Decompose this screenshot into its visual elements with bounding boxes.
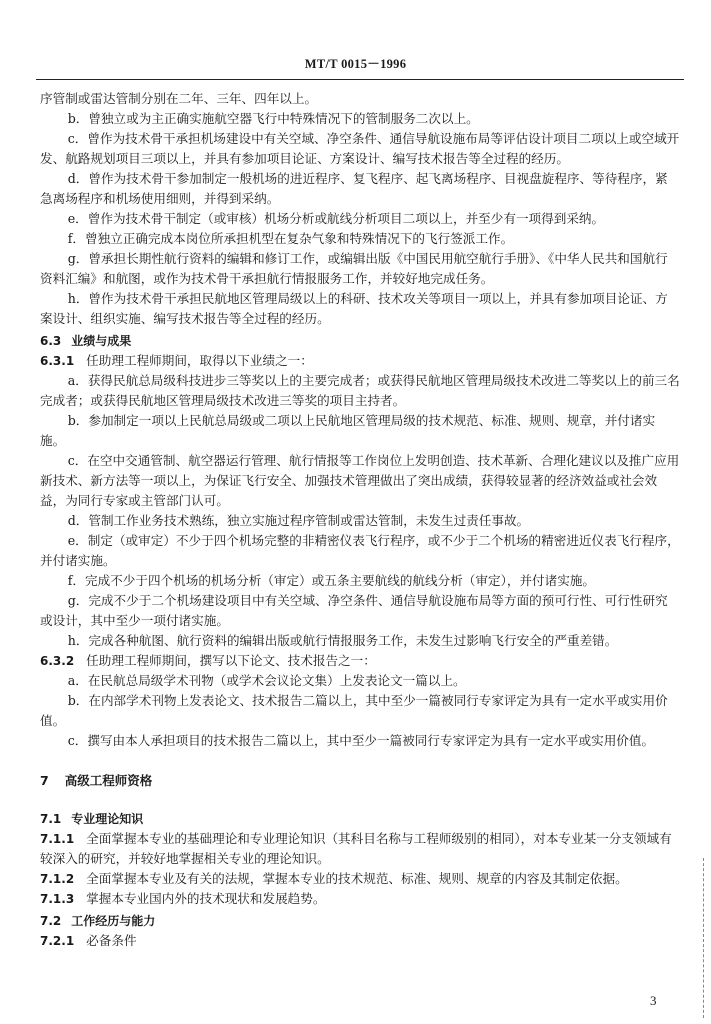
clause-number: 7.1.3: [40, 892, 75, 906]
paragraph: [40, 451, 680, 511]
clause-text: 掌握本专业国内外的技术现状和发展趋势。: [86, 891, 326, 906]
paragraph: [40, 671, 680, 691]
clause-text: d．管制工作业务技术熟练，独立实施过程序管制或雷达管制，未发生过责任事故。: [67, 513, 530, 528]
clause-text: 高级工程师资格: [64, 773, 153, 788]
clause-text: h．曾作为技术骨干承担民航地区管理局级以上的科研、技术攻关等项目一项以上，并具有参加项目论证、方案设计、组织实施、编写技术报告等全过程的经历。: [40, 291, 668, 326]
clause-text: h．完成各种航图、航行资料的编辑出版或航行情报服务工作，未发生过影响飞行安全的严重差错。: [67, 633, 618, 648]
section-heading: [40, 771, 680, 791]
clause-heading: [40, 911, 680, 931]
clause-heading: [40, 331, 680, 351]
clause-text: d．曾作为技术骨干参加制定一般机场的进近程序、复飞程序、起飞离场程序、目视盘旋程序、等待程序，紧急离场程序和机场使用细则，并得到采纳。: [40, 171, 668, 206]
paragraph: [40, 511, 680, 531]
clause-text: 任助理工程师期间，撰写以下论文、技术报告之一：: [86, 653, 376, 668]
paragraph: [40, 129, 680, 169]
paragraph: [40, 371, 680, 411]
clause-heading: [40, 889, 680, 909]
clause-number: 7.1.1: [40, 832, 75, 846]
clause-number: 6.3.1: [40, 354, 75, 368]
paragraph: [40, 109, 680, 129]
paragraph: [40, 169, 680, 209]
paragraph: [40, 249, 680, 289]
clause-text: 全面掌握本专业的基础理论和专业理论知识（其科目名称与工程师级别的相同），对本专业某一分支领域有较深入的研究，并较好地掌握相关专业的理论知识。: [40, 831, 672, 866]
paragraph: [40, 229, 680, 249]
page-header: MT/T 0015－1996: [304, 57, 407, 71]
clause-number: 7.1: [40, 812, 62, 826]
clause-heading: [40, 869, 680, 889]
paragraph: [40, 691, 680, 731]
clause-number: 7.2.1: [40, 934, 75, 948]
clause-number: 6.3: [40, 334, 62, 348]
clause-heading: [40, 351, 680, 371]
clause-heading: [40, 829, 680, 869]
header-rule: [36, 79, 684, 80]
clause-heading: [40, 651, 680, 671]
clause-text: g．完成不少于二个机场建设项目中有关空域、净空条件、通信导航设施布局等方面的预可行性、可行性研究或设计，其中至少一项付诸实施。: [40, 593, 668, 628]
clause-text: a．在民航总局级学术刊物（或学术会议论文集）上发表论文一篇以上。: [67, 673, 466, 688]
clause-text: c．在空中交通管制、航空器运行管理、航行情报等工作岗位上发明创造、技术革新、合理化建议以及推广应用新技术、新方法等一项以上，为保证飞行安全、加强技术管理做出了突出成绩，获得较显著的经济效益或社会效益，为同行专家或主管部门认可。: [40, 453, 680, 508]
clause-text: 序管制或雷达管制分别在二年、三年、四年以上。: [40, 91, 318, 106]
clause-text: 业绩与成果: [71, 334, 132, 348]
document-body: [40, 89, 680, 951]
clause-text: 专业理论知识: [71, 812, 144, 826]
clause-heading: [40, 809, 680, 829]
clause-text: a．获得民航总局级科技进步三等奖以上的主要完成者；或获得民航地区管理局级技术改进二等奖以上的前三名完成者；或获得民航地区管理局级技术改进三等奖的项目主持者。: [40, 373, 680, 408]
clause-text: c．撰写由本人承担项目的技术报告二篇以上，其中至少一篇被同行专家评定为具有一定水平或实用价值。: [67, 733, 655, 748]
clause-number: 7.1.2: [40, 872, 75, 886]
clause-text: f．曾独立正确完成本岗位所承担机型在复杂气象和特殊情况下的飞行签派工作。: [67, 231, 514, 246]
clause-text: 必备条件: [86, 933, 137, 948]
clause-text: b．在内部学术刊物上发表论文、技术报告二篇以上，其中至少一篇被同行专家评定为具有一定水平或实用价值。: [40, 693, 668, 728]
paragraph: [40, 591, 680, 631]
paragraph: [40, 631, 680, 651]
clause-text: e．曾作为技术骨干制定（或审核）机场分析或航线分析项目二项以上，并至少有一项得到采纳。: [67, 211, 605, 226]
clause-heading: [40, 931, 680, 951]
clause-number: 7: [40, 773, 49, 788]
scan-edge-mark: [703, 858, 707, 1018]
clause-text: 工作经历与能力: [71, 914, 156, 928]
paragraph: [40, 531, 680, 571]
paragraph: [40, 731, 680, 751]
clause-text: b．参加制定一项以上民航总局级或二项以上民航地区管理局级的技术规范、标准、规则、规章，并付诸实施。: [40, 413, 656, 448]
paragraph: [40, 209, 680, 229]
clause-text: g．曾承担长期性航行资料的编辑和修订工作，或编辑出版《中国民用航空航行手册》、《中华人民共和国航行资料汇编》和航图，或作为技术骨干承担航行情报服务工作，并较好地完成任务。: [40, 251, 668, 286]
clause-text: b．曾独立或为主正确实施航空器飞行中特殊情况下的管制服务二次以上。: [67, 111, 479, 126]
clause-text: c．曾作为技术骨干承担机场建设中有关空域、净空条件、通信导航设施布局等评估设计项目二项以上或空域开发、航路规划项目三项以上，并具有参加项目论证、方案设计、编写技术报告等全过程的经历。: [40, 131, 680, 166]
clause-text: 任助理工程师期间，取得以下业绩之一：: [86, 353, 313, 368]
clause-text: e．制定（或审定）不少于四个机场完整的非精密仪表飞行程序，或不少于二个机场的精密进近仪表飞行程序，并付诸实施。: [40, 533, 680, 568]
clause-text: 全面掌握本专业及有关的法规，掌握本专业的技术规范、标准、规则、规章的内容及其制定依据。: [86, 871, 628, 886]
paragraph: [40, 411, 680, 451]
paragraph: [40, 89, 680, 109]
clause-number: 6.3.2: [40, 654, 75, 668]
paragraph: [40, 571, 680, 591]
page-number: 3: [650, 993, 657, 1008]
paragraph: [40, 289, 680, 329]
clause-number: 7.2: [40, 914, 62, 928]
clause-text: f．完成不少于四个机场的机场分析（审定）或五条主要航线的航线分析（审定），并付诸实施。: [67, 573, 596, 588]
